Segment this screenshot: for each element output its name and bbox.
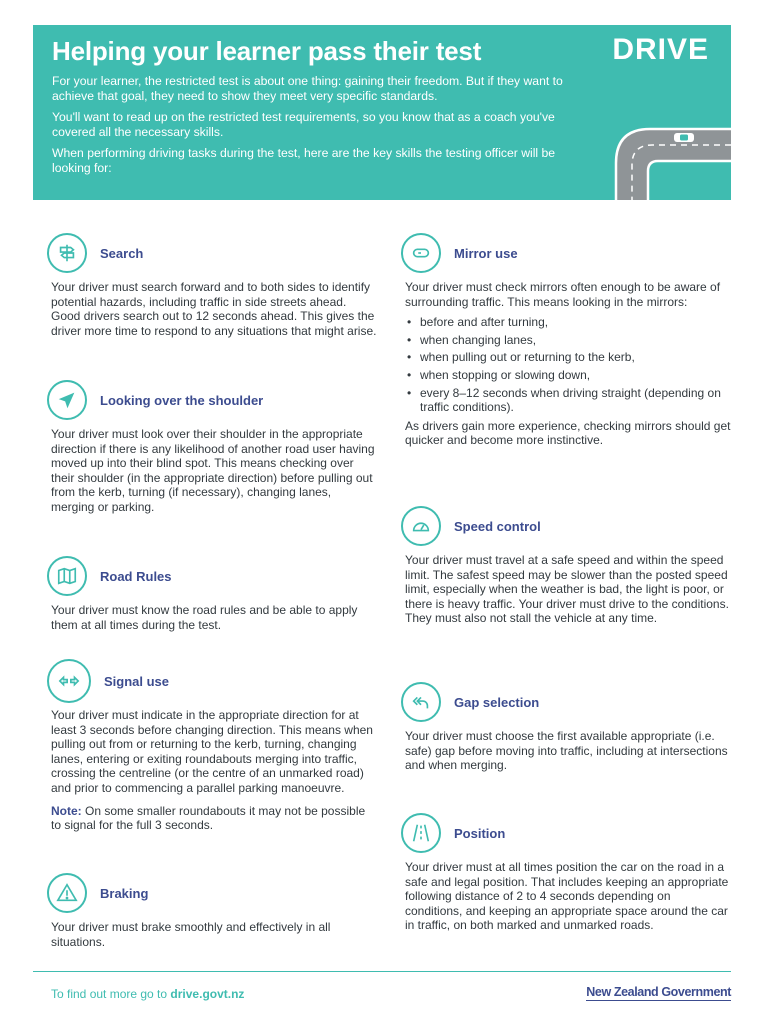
section-body: [51, 708, 377, 839]
nz-government-logo: New Zealand Government: [586, 985, 731, 999]
indicator-arrows-icon: [47, 659, 91, 703]
note-text: [51, 804, 377, 833]
section-body: [405, 729, 731, 779]
body-text: As drivers gain more experience, checking mirrors should get quicker and become more instinctive.: [405, 418, 731, 448]
body-text: Your driver must travel at a safe speed and within the speed limit. The safest speed may be slower than the posted speed limit, especially when the weather is bad, the light is poor, or there is heavy traffic. Your driver must drive to the conditions. They must also not stall the vehicle at any time.: [405, 553, 729, 626]
section-title: Signal use: [104, 673, 170, 689]
section-header: [47, 380, 263, 420]
section-header: [47, 873, 148, 913]
section-body: [51, 427, 377, 521]
note-label: Note:: [51, 803, 82, 818]
body-text: Your driver must search forward and to both sides to identify potential hazards, including traffic in side streets ahead. Good drivers search out to 12 seconds ahead. This gives the driver more time to respond to any situations that might arise.: [51, 280, 377, 338]
body-text: Your driver must choose the first available appropriate (i.e. safe) gap before moving into traffic, including at intersections and when merging.: [405, 729, 728, 773]
list-item: • when stopping or slowing down,: [405, 368, 731, 383]
body-text: Your driver must at all times position the car on the road in a safe and legal position. That includes keeping an appropriate following distance of 2 to 4 seconds depending on conditions, and keeping an appropriate space around the car in traffic, on both marked and unmarked roads.: [405, 860, 729, 933]
page-title: Helping your learner pass their test: [52, 36, 482, 66]
footer-text: [51, 987, 244, 1001]
section-body: [51, 920, 377, 955]
section-title: Position: [454, 825, 506, 841]
section-title: Road Rules: [100, 568, 172, 584]
section-body: [405, 553, 731, 632]
body-text: Your driver must look over their shoulder in the appropriate direction if there is any likelihood of another road user having moved up into their blind spot. This means checking over their shoulder (in the appropriate direction) before pulling out from the kerb, turning (if necessary), changing lanes, merging or parking.: [51, 427, 375, 514]
hero-banner: [33, 25, 731, 200]
section-title: Gap selection: [454, 694, 540, 710]
section-body: [51, 603, 377, 638]
intro-paragraph: For your learner, the restricted test is about one thing: gaining their freedom. But if they want to achieve that goal, they need to show they meet very specific standards.: [52, 74, 563, 103]
footer-divider: [33, 971, 731, 972]
warning-triangle-icon: [47, 873, 87, 913]
road-lanes-icon: [401, 813, 441, 853]
section-title: Braking: [100, 885, 149, 901]
section-header: [47, 556, 172, 596]
section-title: Speed control: [454, 518, 541, 534]
list-item: • when changing lanes,: [405, 333, 731, 348]
paper-plane-icon: [47, 380, 87, 420]
intro-paragraph: You'll want to read up on the restricted test requirements, so you know that as a coach you've covered all the necessary skills.: [52, 110, 555, 139]
section-title: Mirror use: [454, 245, 518, 261]
section-header: [401, 233, 518, 273]
speedometer-icon: [401, 506, 441, 546]
section-body: [51, 280, 377, 344]
body-text: Your driver must indicate in the appropriate direction for at least 3 seconds before changing direction. This means when pulling out from or returning to the kerb, turning, changing lanes, entering or exiting roundabouts merging into traffic, crossing the centreline (or the centre of an unmarked road) and prior to commencing a parallel parking manoeuvre.: [51, 708, 373, 795]
intro-text: [52, 74, 572, 182]
body-text: Your driver must know the road rules and be able to apply them at all times during the test.: [51, 603, 358, 632]
body-text: Your driver must check mirrors often enough to be aware of surrounding traffic. This means looking in the mirrors:: [405, 280, 721, 309]
list-item: • before and after turning,: [405, 315, 731, 330]
road-illustration: [606, 113, 731, 200]
section-title: Looking over the shoulder: [100, 392, 264, 408]
section-header: [401, 813, 505, 853]
footer-prefix: To find out more go to: [51, 987, 168, 1001]
map-icon: [47, 556, 87, 596]
intro-paragraph: When performing driving tasks during the test, here are the key skills the testing officer will be looking for:: [52, 146, 556, 175]
section-body: [405, 280, 731, 454]
section-header: [401, 682, 539, 722]
section-body: [405, 860, 731, 939]
section-title: Search: [100, 245, 144, 261]
section-header: [401, 506, 541, 546]
body-text: Your driver must brake smoothly and effectively in all situations.: [51, 920, 331, 949]
note-body: On some smaller roundabouts it may not be possible to signal for the full 3 seconds.: [51, 803, 366, 833]
drive-logo: DRIVE: [612, 33, 709, 66]
footer-link[interactable]: drive.govt.nz: [170, 987, 245, 1001]
list-item: • when pulling out or returning to the kerb,: [405, 350, 731, 365]
list-item: • every 8–12 seconds when driving straight (depending on traffic conditions).: [405, 386, 731, 415]
merge-arrow-icon: [401, 682, 441, 722]
mirror-icon: [401, 233, 441, 273]
signpost-icon: [47, 233, 87, 273]
section-header: [47, 233, 143, 273]
mirror-bullet-list: [405, 315, 731, 415]
section-header: [47, 661, 169, 701]
